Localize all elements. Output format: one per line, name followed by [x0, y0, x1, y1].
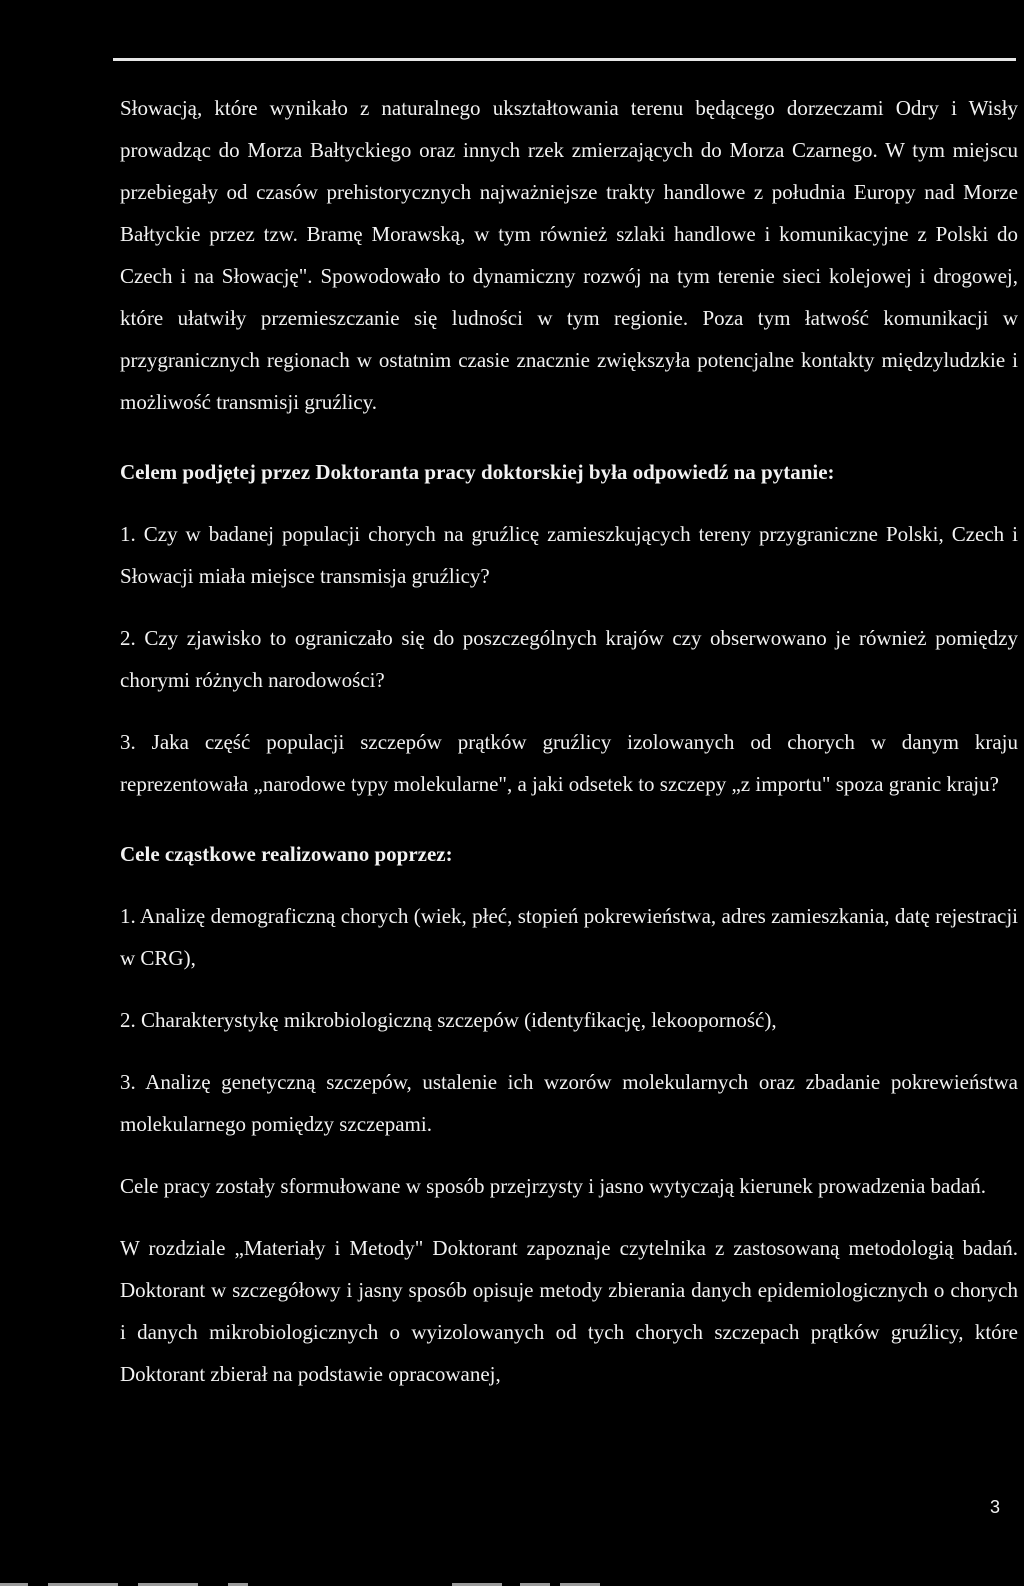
aim-heading: Celem podjętej przez Doktoranta pracy doktorskiej była odpowiedź na pytanie: [120, 460, 835, 484]
assessment-paragraph: Cele pracy zostały sformułowane w sposób przejrzysty i jasno wytyczają kierunek prowadzenia badań. [120, 1174, 986, 1198]
methods-paragraph: W rozdziale „Materiały i Metody" Doktorant zapoznaje czytelnika z zastosowaną metodologią badań. Doktorant w szczegółowy i jasny sposób opisuje metody zbierania danych epidemiologicznych o chorych i danych mikrobiologicznych o wyizolowanych od tych chorych szczepach prątków gruźlicy, które Doktorant zbierał na podstawie opracowanej, [120, 1236, 1018, 1386]
intro-paragraph: Słowacją, które wynikało z naturalnego ukształtowania terenu będącego dorzeczami Odry i Wisły prowadząc do Morza Bałtyckiego oraz innych rzek zmierzających do Morza Czarnego. W tym miejscu przebiegały od czasów prehistorycznych najważniejsze trakty handlowe z południa Europy nad Morze Bałtyckie przez tzw. Bramę Morawską, w tym również szlaki handlowe i komunikacyjne z Polski do Czech i na Słowację". Spowodowało to dynamiczny rozwój na tym terenie sieci kolejowej i drogowej, które ułatwiły przemieszczanie się ludności w tym regionie. Poza tym łatwość komunikacji w przygranicznych regionach w ostatnim czasie znacznie zwiększyła potencjalne kontakty międzyludzkie i możliwość transmisji gruźlicy. [120, 96, 1018, 414]
top-rule [113, 58, 1016, 61]
aim-item-2: 2. Czy zjawisko to ograniczało się do poszczególnych krajów czy obserwowano je również pomiędzy chorymi różnych narodowości? [120, 626, 1018, 692]
partial-aim-item-2: 2. Charakterystykę mikrobiologiczną szczepów (identyfikację, lekooporność), [120, 1008, 777, 1032]
aim-item-1: 1. Czy w badanej populacji chorych na gruźlicę zamieszkujących tereny przygraniczne Polski, Czech i Słowacji miała miejsce transmisja gruźlicy? [120, 522, 1018, 588]
partial-aim-item-3: 3. Analizę genetyczną szczepów, ustalenie ich wzorów molekularnych oraz zbadanie pokrewieństwa molekularnego pomiędzy szczepami. [120, 1070, 1018, 1136]
partial-aims-heading: Cele cząstkowe realizowano poprzez: [120, 842, 453, 866]
partial-aim-item-1: 1. Analizę demograficzną chorych (wiek, płeć, stopień pokrewieństwa, adres zamieszkania, datę rejestracji w CRG), [120, 904, 1018, 970]
aim-item-3: 3. Jaka część populacji szczepów prątków gruźlicy izolowanych od chorych w danym kraju reprezentowała „narodowe typy molekularne", a jaki odsetek to szczepy „z importu" spoza granic kraju? [120, 730, 1018, 796]
page-content [120, 87, 1018, 1395]
page-number: 3 [989, 1497, 1000, 1517]
scan-edge-artifacts [0, 1580, 1024, 1586]
